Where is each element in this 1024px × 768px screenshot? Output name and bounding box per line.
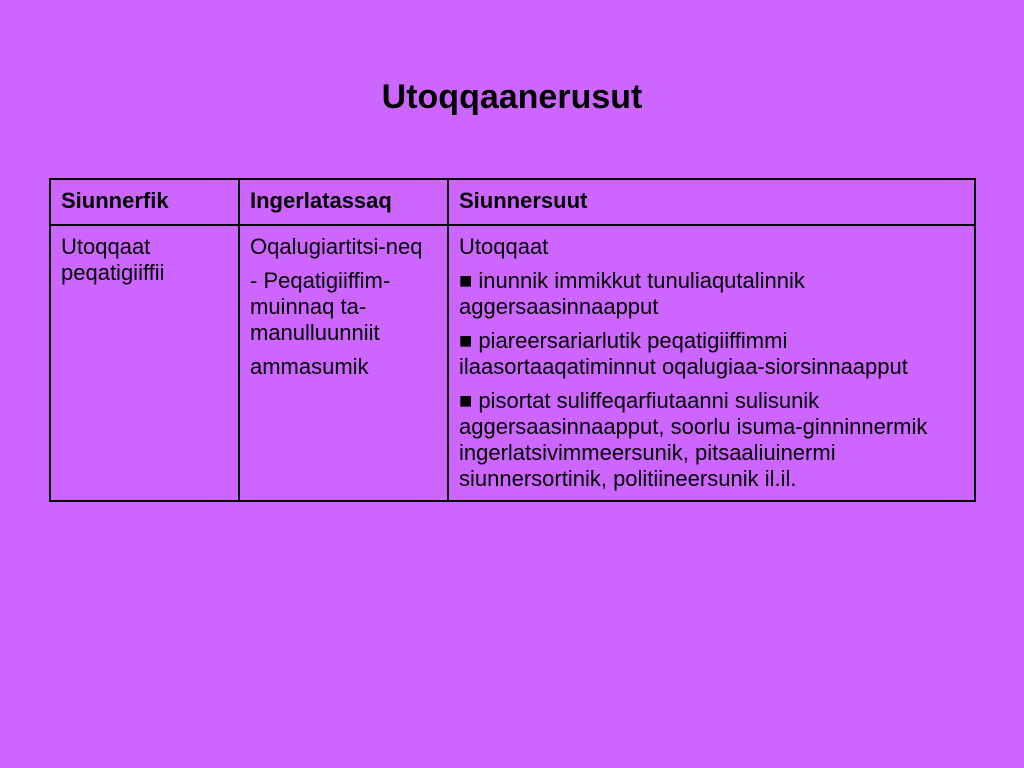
cell-paragraph: ammasumik: [250, 354, 369, 379]
column-header-siunnerfik: Siunnerfik: [50, 179, 239, 225]
cell-paragraph: Utoqqaat: [459, 234, 549, 259]
table-row: [50, 225, 975, 501]
table-cell-ingerlatassaq: [239, 225, 448, 501]
cell-paragraph: Oqalugiartitsi-neq: [250, 234, 423, 259]
column-header-ingerlatassaq: Ingerlatassaq: [239, 179, 448, 225]
column-header-siunnersuut: Siunnersuut: [448, 179, 975, 225]
content-table: [49, 178, 976, 502]
bullet-item: ■ inunnik immikkut tunuliaqutalinnik aggersaasinnaapput: [459, 268, 805, 319]
bullet-item: ■ piareersariarlutik peqatigiiffimmi ilaasortaaqatiminnut oqalugiaa-siorsinnaapput: [459, 328, 908, 379]
cell-paragraph: Utoqqaat peqatigiiffii: [61, 234, 165, 285]
table-cell-siunnersuut: [448, 225, 975, 501]
table-cell-siunnerfik: [50, 225, 239, 501]
table-header-row: [50, 179, 975, 225]
cell-paragraph: - Peqatigiiffim-muinnaq ta-manulluunniit: [250, 268, 391, 345]
slide-title: Utoqqaanerusut: [381, 78, 643, 116]
bullet-item: ■ pisortat suliffeqarfiutaanni sulisunik aggersaasinnaapput, soorlu isuma-ginninnermik ingerlatsivimmeersunik, pitsaaliuinermi siunnersortinik, politiineersunik il.il.: [459, 388, 928, 491]
